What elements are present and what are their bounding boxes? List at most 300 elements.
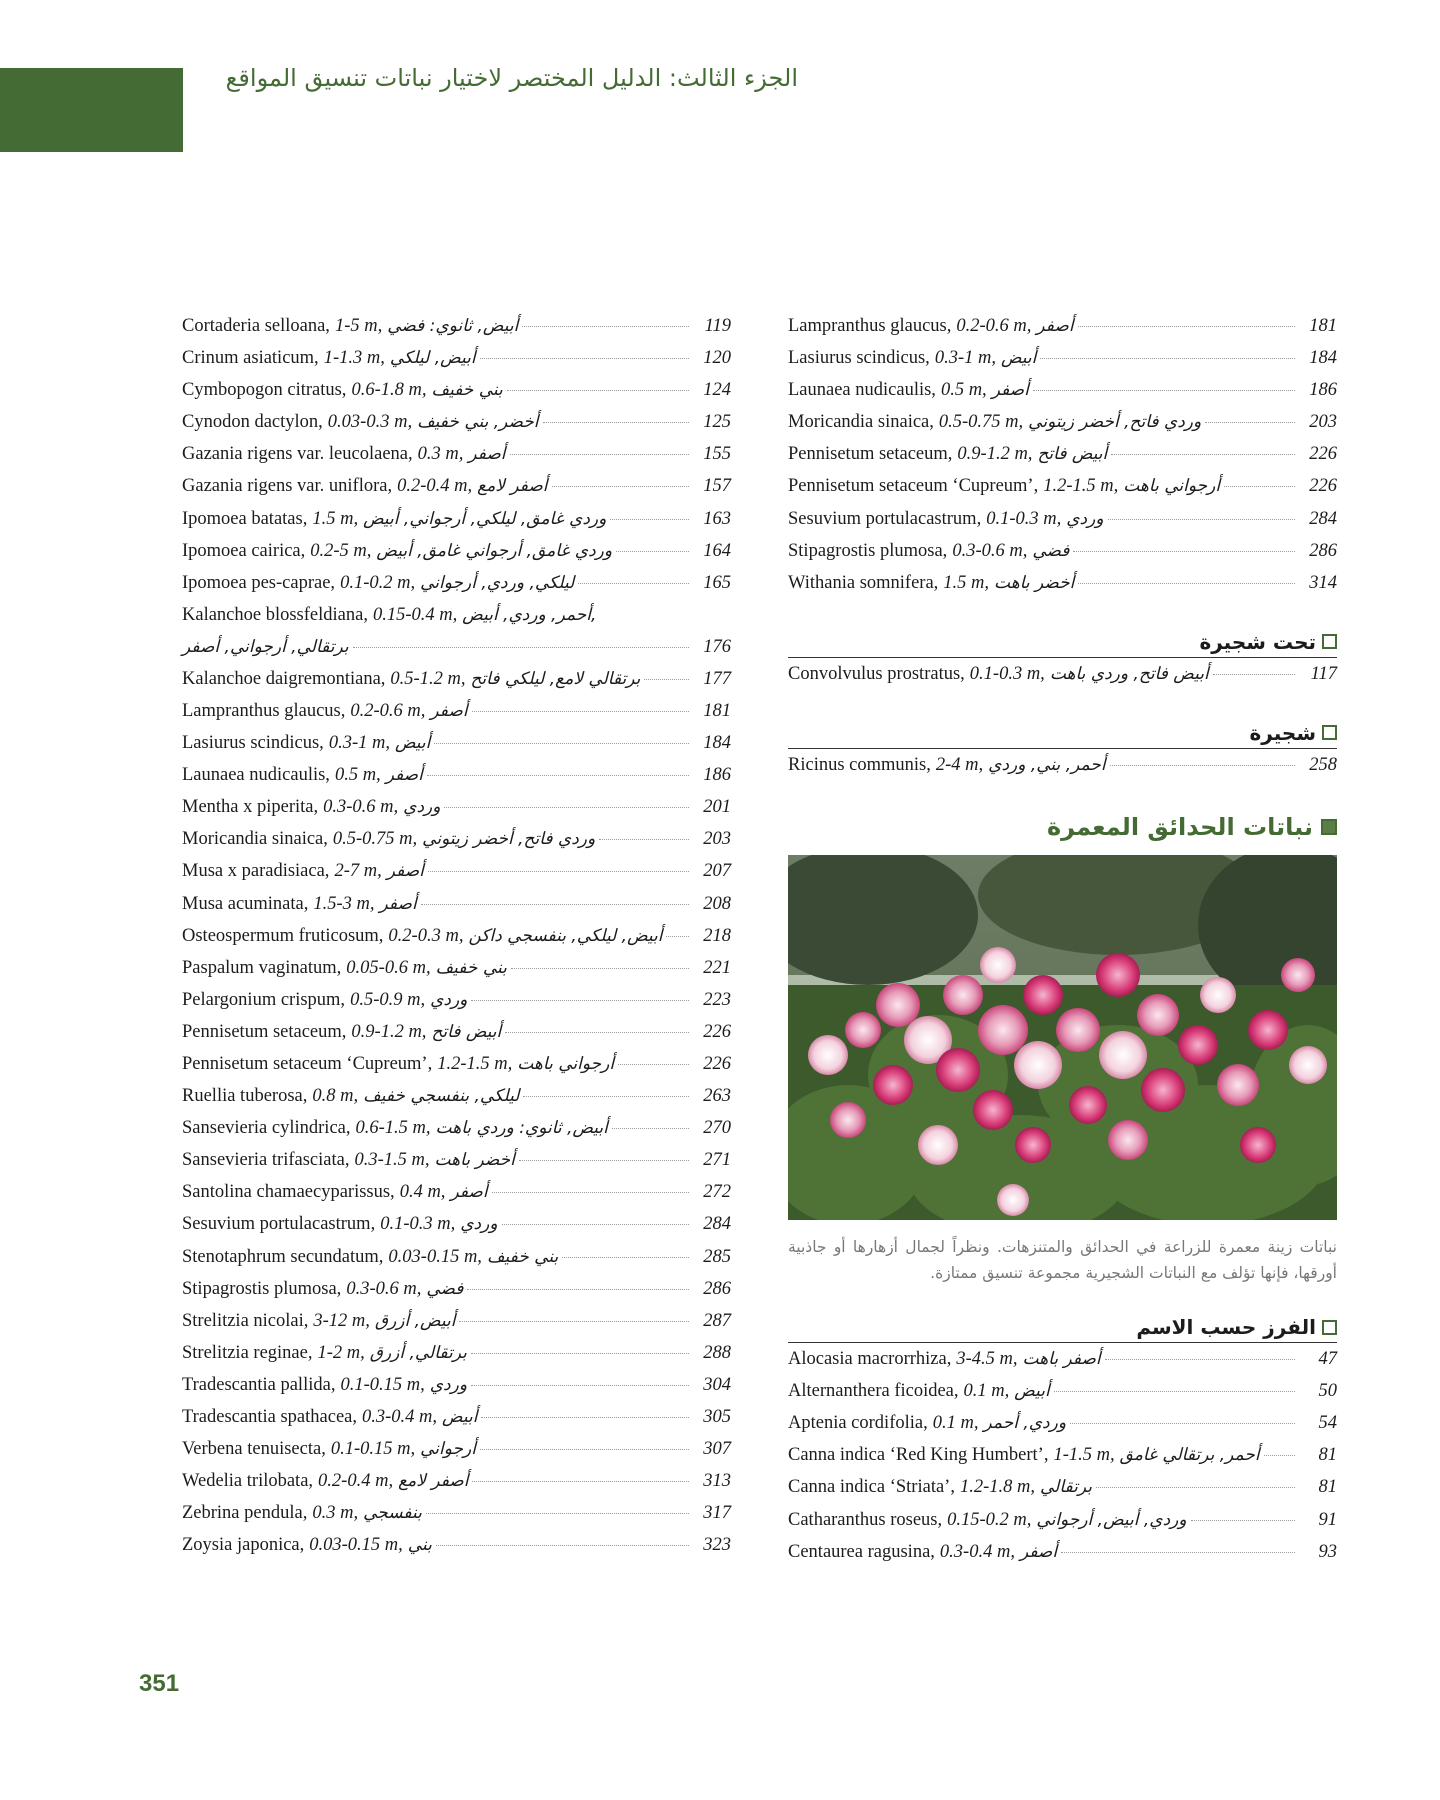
plant-name: Moricandia sinaica, [788,412,934,433]
plant-name: Musa acuminata, [182,893,309,914]
page-ref: 305 [703,1407,731,1427]
plant-size: 0.1-0.3 m, [969,663,1045,684]
plant-size: 0.5-1.2 m, [390,668,466,689]
list-item [182,1182,731,1214]
dot-leader [1033,390,1295,391]
plant-name: Convolvulus prostratus, [788,663,965,684]
page-ref: 186 [1309,380,1337,401]
page-ref: 81 [1318,1477,1337,1498]
page-ref: 207 [703,861,731,882]
plant-name: Aptenia cordifolia, [788,1413,928,1434]
filled-square-icon [1321,819,1337,835]
plant-colors: أبيض, ثانوي: وردي باهت [435,1118,608,1139]
plant-name: Cymbopogon citratus, [182,380,347,401]
page-ref: 176 [703,636,731,657]
plant-name: Ipomoea pes-caprae, [182,572,336,593]
plant-size: 0.1 m, [963,1381,1010,1402]
plant-colors: أصفر لامع [398,1471,469,1492]
plant-colors: أرجواني باهت [1123,476,1221,497]
page-ref: 155 [703,444,731,465]
dot-leader [1191,1520,1295,1521]
plant-size: 0.5-0.75 m, [332,829,418,850]
plant-size: 0.1-0.3 m, [986,508,1062,529]
plant-name: Catharanthus roseus, [788,1509,943,1530]
plant-name: Crinum asiaticum, [182,348,319,369]
plant-colors: وردي [403,797,441,818]
dot-leader [1054,1391,1295,1392]
page-ref: 226 [703,1021,731,1042]
page-ref: 184 [703,733,731,754]
dot-leader [1096,1487,1295,1488]
plant-size: 0.3-1.5 m, [354,1150,430,1171]
plant-size: 1.5 m, [312,508,359,529]
page-ref: 208 [703,893,731,914]
section-heading-subshrub [788,627,1337,658]
page-ref: 81 [1318,1445,1337,1466]
plant-size: 0.3-1 m, [328,733,390,754]
page-ref: 54 [1318,1413,1337,1434]
dot-leader [522,326,689,327]
dot-leader [481,1417,689,1418]
list-item [788,1542,1337,1574]
plant-colors: أبيض, ثانوي: فضي [387,316,519,336]
plant-size: 0.3-0.6 m, [323,797,399,818]
dot-leader [1078,583,1295,584]
list-item [788,509,1337,541]
plant-size: 0.3 m, [312,1503,359,1524]
page-ref: 177 [703,668,731,689]
square-bullet-icon [1322,1320,1337,1335]
dot-leader [1264,1455,1295,1456]
plant-colors: وردي غامق, ليلكي, أرجواني, أبيض [363,508,607,529]
plant-size: 0.2-0.4 m, [318,1471,394,1492]
plant-colors: بني خفيف [431,380,503,401]
list-item [182,669,731,701]
plant-size: 0.2-0.6 m, [956,316,1032,336]
dot-leader [472,1481,689,1482]
list-item [182,1503,731,1535]
plant-name: Ruellia tuberosa, [182,1086,308,1107]
dot-leader [644,679,689,680]
plant-name: Gazania rigens var. leucolaena, [182,444,413,465]
list-item [182,1535,731,1567]
plant-colors: وردي فاتح, أخضر زيتوني [1028,412,1202,433]
plant-colors: أصفر [1036,316,1074,336]
list-item [788,412,1337,444]
list-item [182,1375,731,1407]
plant-size: 0.03-0.3 m, [327,412,413,433]
plant-size: 3-4.5 m, [956,1349,1018,1370]
page-ref: 163 [703,508,731,529]
plant-colors: أبيض, أزرق [374,1310,456,1331]
plant-name: Cynodon dactylon, [182,412,323,433]
plant-name: Lasiurus scindicus, [788,348,930,369]
left-list [182,316,731,605]
plant-size: 0.3-0.6 m, [346,1278,422,1299]
plant-size: 1.2-1.5 m, [437,1053,513,1074]
page-ref: 304 [703,1374,731,1395]
plant-colors: أرجواني [420,1439,476,1460]
plant-size: 0.5-0.9 m, [350,989,426,1010]
plant-size: 0.9-1.2 m, [351,1021,427,1042]
list-item [182,926,731,958]
plant-size: 1.5 m, [943,572,990,593]
dot-leader [543,422,689,423]
page-ref: 184 [1309,348,1337,369]
plant-size: 1-1.5 m, [1053,1445,1115,1466]
plant-size: 1-2 m, [317,1342,365,1363]
list-item [182,1279,731,1311]
plant-colors: أحمر, برتقالي غامق [1119,1445,1260,1466]
list-item [182,348,731,380]
dot-leader [511,968,689,969]
list-item [788,573,1337,605]
plant-name: Sesuvium portulacastrum, [788,508,982,529]
plant-size: 0.2-0.4 m, [397,476,473,497]
plant-name: Musa x paradisiaca, [182,861,330,882]
page-ref: 165 [703,572,731,593]
plant-size: 0.5 m, [940,380,987,401]
list-item [788,755,1337,787]
dot-leader [427,775,689,776]
page-ref: 323 [703,1535,731,1556]
plant-size: 0.6-1.8 m, [351,380,427,401]
plant-colors: ليلكي, وردي, أرجواني [420,572,575,593]
plant-size: 0.3-0.4 m, [362,1407,438,1427]
plant-name: Strelitzia reginae, [182,1342,313,1363]
plant-name: Verbena tenuisecta, [182,1439,326,1460]
plant-name: Cortaderia selloana, [182,316,330,336]
dot-leader [578,583,689,584]
dot-leader [472,711,689,712]
plant-colors: أبيض فاتح [431,1021,502,1042]
dot-leader [459,1321,689,1322]
plant-name: Stenotaphrum secundatum, [182,1246,384,1267]
page-ref: 203 [703,829,731,850]
plant-colors: بني خفيف [435,957,507,978]
list-item [788,1445,1337,1477]
list-item [182,316,731,348]
plant-name: Gazania rigens var. uniflora, [182,476,393,497]
plant-colors: بنفسجي [363,1503,422,1524]
plant-name: Launaea nudicaulis, [182,765,330,786]
list-item [788,541,1337,573]
page-ref: 263 [703,1086,731,1107]
plant-size: 0.1 m, [932,1413,979,1434]
plant-name: Kalanchoe blossfeldiana, [182,604,368,625]
page-ref: 50 [1318,1381,1337,1402]
plant-size: 0.3 m, [417,444,464,465]
plant-colors: أصفر [386,861,424,882]
dot-leader [610,519,689,520]
plant-colors: وردي [429,1374,468,1395]
plant-name: Pennisetum setaceum ‘Cupreum’, [788,476,1039,497]
page-ref: 125 [703,412,731,433]
heading-text: نباتات الحدائق المعمرة [1046,813,1313,842]
plant-colors: أصفر [379,893,417,914]
plant-size: 0.5 m, [334,765,381,786]
dot-leader [436,1545,689,1546]
plant-name: Withania somnifera, [788,572,939,593]
list-item [182,1311,731,1343]
plant-colors: برتقالي [1039,1477,1092,1498]
plant-colors: وردي غامق, أرجواني غامق, أبيض [376,540,613,561]
dot-leader [1205,422,1295,423]
plant-name: Ipomoea batatas, [182,508,308,529]
dot-leader [467,1289,689,1290]
dot-leader [1108,519,1295,520]
plant-colors: برتقالي, أزرق [369,1342,467,1363]
dot-leader [666,936,689,937]
plant-size: 0.03-0.15 m, [388,1246,482,1267]
list-item [788,444,1337,476]
square-bullet-icon [1322,725,1337,740]
plant-colors: بني [407,1535,432,1556]
plant-name: Mentha x piperita, [182,797,319,818]
plant-colors: برتقالي لامع, ليلكي فاتح [470,668,641,689]
plant-colors: وردي, أبيض, أرجواني [1036,1509,1187,1530]
plant-size: 0.1-0.15 m, [340,1374,425,1395]
list-item [182,861,731,893]
plant-colors: أحمر, بني, وردي [988,754,1106,775]
dot-leader [434,743,689,744]
list-item [182,894,731,926]
plant-colors: أصفر [1019,1541,1058,1562]
page-ref: 314 [1309,572,1337,593]
page-ref: 203 [1309,412,1337,433]
plant-size: 1.2-1.8 m, [959,1477,1035,1498]
plant-size: 0.2-5 m, [310,540,372,561]
page-ref: 226 [1309,444,1337,465]
sort-by-name-list [788,1349,1337,1574]
dot-leader [426,1513,689,1514]
page-ref: 91 [1318,1509,1337,1530]
plant-name: Stipagrostis plumosa, [182,1278,342,1299]
list-item [182,1150,731,1182]
list-item [182,444,731,476]
heading-text: شجيرة [1249,720,1316,745]
plant-name: Canna indica ‘Striata’, [788,1477,955,1498]
plant-name: Pennisetum setaceum, [788,444,953,465]
plant-colors: أبيض فاتح [1037,444,1108,465]
subshrub-list [788,664,1337,696]
dot-leader [1213,674,1295,675]
plant-size: 0.3-1 m, [934,348,996,369]
plant-name: Moricandia sinaica, [182,829,328,850]
dot-leader [428,871,689,872]
page-ref: 186 [703,765,731,786]
list-item [182,1054,731,1086]
dot-leader [519,1160,689,1161]
plant-colors: بني خفيف [486,1246,559,1267]
dot-leader [471,1353,689,1354]
list-item [182,990,731,1022]
plant-colors: أبيض [442,1407,478,1427]
page-ref: 286 [1309,540,1337,561]
plant-size: 0.8 m, [312,1086,359,1107]
heading-text: الفرز حسب الاسم [1136,1315,1316,1340]
plant-size: 0.1-0.15 m, [330,1439,416,1460]
plant-size: 0.15-0.4 m, [372,604,458,625]
list-item [182,701,731,733]
plant-colors: أحمر, وردي, أبيض, [462,604,597,625]
dot-leader [502,1224,689,1225]
plant-size: 0.1-0.2 m, [340,572,416,593]
page-number: 351 [139,1670,180,1697]
dot-leader [505,1032,689,1033]
dot-leader [552,486,689,487]
page-ref: 93 [1318,1541,1337,1562]
list-item [182,509,731,541]
list-item [182,958,731,990]
list-item [182,1247,731,1279]
plant-name: Alternanthera ficoidea, [788,1381,959,1402]
list-item [788,1381,1337,1413]
list-item [788,1349,1337,1381]
plant-name: Tradescantia pallida, [182,1374,336,1395]
plant-name: Sansevieria cylindrica, [182,1118,351,1139]
header-green-block [0,68,183,152]
plant-colors: أصفر [468,444,506,465]
page-ref: 124 [703,380,731,401]
plant-colors: أخضر باهت [994,572,1075,593]
plant-name: Lampranthus glaucus, [788,316,952,336]
plant-colors: وردي [460,1214,498,1235]
dot-leader [1111,454,1295,455]
list-item [788,1413,1337,1445]
plant-name: Launaea nudicaulis, [788,380,936,401]
list-item [182,573,731,605]
plant-colors: وردي [1066,508,1104,529]
plant-colors: أرجواني باهت [517,1053,615,1074]
page-ref: 284 [703,1214,731,1235]
plant-name: Stipagrostis plumosa, [788,540,948,561]
page-ref: 284 [1309,508,1337,529]
list-item [182,412,731,444]
plant-colors: أخضر باهت [434,1150,515,1171]
plant-name: Santolina chamaecyparissus, [182,1182,395,1203]
plant-name: Osteospermum fruticosum, [182,925,384,946]
plant-colors: أصفر [450,1182,488,1203]
list-item [788,476,1337,508]
page-ref: 313 [703,1471,731,1492]
section-heading-perennials [788,813,1337,841]
page-ref: 286 [703,1278,731,1299]
plant-colors: أخضر, بني خفيف [417,412,539,433]
page-ref: 221 [703,957,731,978]
page-ref: 272 [703,1182,731,1203]
section-heading-sort-by-name [788,1312,1337,1343]
dot-leader [492,1192,689,1193]
dot-leader [612,1128,689,1129]
plant-name: Centaurea ragusina, [788,1541,935,1562]
list-item [182,476,731,508]
plant-name: Pelargonium crispum, [182,989,346,1010]
plant-colors: أصفر باهت [1022,1349,1101,1370]
list-item [182,1439,731,1471]
plant-size: 3-12 m, [313,1310,370,1331]
plant-name: Lasiurus scindicus, [182,733,324,754]
page-ref: 201 [703,797,731,818]
plant-colors: أصفر لامع [477,476,548,497]
dot-leader [444,807,689,808]
plant-name: Pennisetum setaceum, [182,1021,347,1042]
page-ref: 223 [703,989,731,1010]
list-item [182,733,731,765]
plant-name: Ricinus communis, [788,754,931,775]
page-ref: 287 [703,1310,731,1331]
plant-colors: أصفر [430,700,468,721]
page-ref: 226 [1309,476,1337,497]
page-ref: 270 [703,1118,731,1139]
list-item [788,348,1337,380]
plant-name: Lampranthus glaucus, [182,700,346,721]
list-item [788,1510,1337,1542]
plant-size: 1.2-1.5 m, [1043,476,1119,497]
plant-colors: فضي [426,1278,464,1299]
hollyhock-photo [788,855,1337,1220]
dot-leader [618,1064,689,1065]
list-item [182,605,731,669]
page-ref: 164 [703,540,731,561]
page-ref: 47 [1318,1349,1337,1370]
plant-size: 1.5-3 m, [313,893,375,914]
right-column [788,316,1337,1574]
dot-leader [471,1000,689,1001]
plant-size: 0.2-0.6 m, [350,700,426,721]
dot-leader [510,454,689,455]
plant-size: 0.03-0.15 m, [309,1535,403,1556]
page-ref: 117 [1310,663,1337,684]
list-item [182,1214,731,1246]
plant-name: Sansevieria trifasciata, [182,1150,350,1171]
plant-colors: وردي, أحمر [983,1413,1067,1434]
left-column [182,316,731,1567]
plant-size: 0.3-0.4 m, [939,1541,1015,1562]
square-bullet-icon [1322,634,1337,649]
page-ref: 226 [703,1053,731,1074]
dot-leader [1078,326,1295,327]
dot-leader [523,1096,689,1097]
plant-colors: أبيض [1014,1381,1050,1402]
right-list [788,316,1337,605]
plant-name: Wedelia trilobata, [182,1471,314,1492]
plant-colors: أبيض, ليلكي [389,348,476,369]
page-ref: 119 [704,316,731,336]
plant-colors: وردي [430,989,468,1010]
dot-leader [1040,358,1295,359]
plant-size: 0.2-0.3 m, [388,925,464,946]
list-item [788,1477,1337,1509]
page-ref: 181 [1309,316,1337,336]
plant-colors: وردي فاتح, أخضر زيتوني [422,829,596,850]
list-item [788,380,1337,412]
page-ref: 317 [703,1503,731,1524]
plant-colors: أبيض [1000,348,1037,369]
list-item [182,829,731,861]
plant-size: 1-1.3 m, [323,348,385,369]
dot-leader [1224,486,1295,487]
dot-leader [1105,1359,1295,1360]
plant-colors: ليلكي, بنفسجي خفيف [363,1086,520,1107]
dot-leader [1070,1423,1295,1424]
page-ref: 288 [703,1342,731,1363]
plant-name: Ipomoea cairica, [182,540,306,561]
dot-leader [480,358,689,359]
plant-colors: أبيض فاتح, وردي باهت [1049,663,1209,684]
dot-leader [1073,551,1295,552]
list-item [182,765,731,797]
